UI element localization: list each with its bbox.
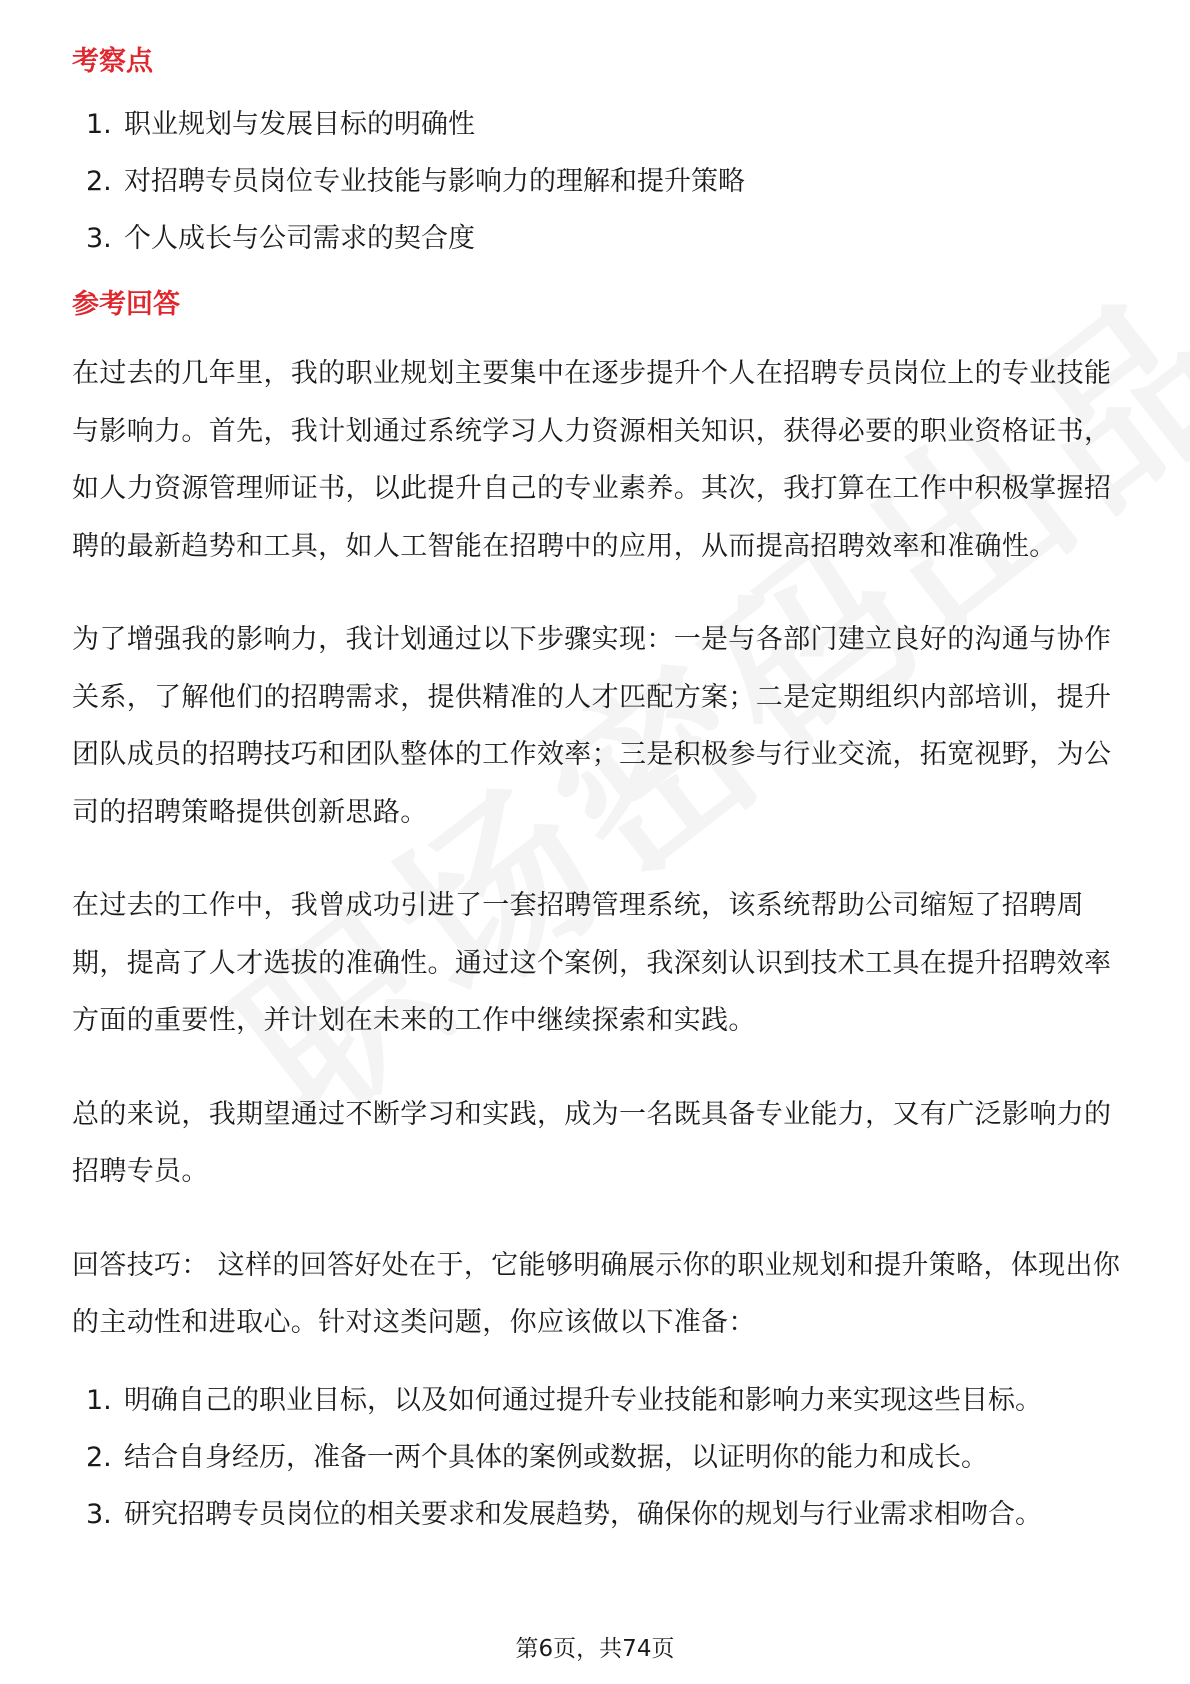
list-item (72, 153, 1122, 210)
list-number: 3. (86, 1498, 112, 1530)
section-title-reference-answer: 参考回答 (72, 289, 180, 320)
list-item-text: 对招聘专员岗位专业技能与影响力的理解和提升策略 (124, 166, 745, 197)
section-title-examination-points: 考察点 (72, 46, 153, 77)
document-body (72, 40, 1122, 1543)
examination-points-list (72, 96, 1122, 267)
list-number: 3. (86, 223, 112, 254)
answer-paragraph: 总的来说，我期望通过不断学习和实践，成为一名既具备专业能力，又有广泛影响力的招聘专员。 (72, 1098, 1112, 1187)
answer-paragraph: 为了增强我的影响力，我计划通过以下步骤实现：一是与各部门建立良好的沟通与协作关系，了解他们的招聘需求，提供精准的人才匹配方案；二是定期组织内部培训，提升团队成员的招聘技巧和团队整体的工作效率；三是积极参与行业交流，拓宽视野，为公司的招聘策略提供创新思路。 (72, 624, 1112, 828)
list-item-text: 结合自身经历，准备一两个具体的案例或数据，以证明你的能力和成长。 (124, 1441, 988, 1473)
answer-paragraph: 在过去的几年里，我的职业规划主要集中在逐步提升个人在招聘专员岗位上的专业技能与影响力。首先，我计划通过系统学习人力资源相关知识，获得必要的职业资格证书，如人力资源管理师证书，以此提升自己的专业素养。其次，我打算在工作中积极掌握招聘的最新趋势和工具，如人工智能在招聘中的应用，从而提高招聘效率和准确性。 (72, 358, 1112, 562)
list-number: 2. (86, 166, 112, 197)
list-item-text: 个人成长与公司需求的契合度 (124, 223, 475, 254)
list-item (72, 1372, 1122, 1429)
page-number: 第6页，共74页 (515, 1636, 675, 1662)
list-item-text: 研究招聘专员岗位的相关要求和发展趋势，确保你的规划与行业需求相吻合。 (124, 1498, 1042, 1530)
list-item (72, 96, 1122, 153)
list-item (72, 1429, 1122, 1486)
list-item-text: 明确自己的职业目标，以及如何通过提升专业技能和影响力来实现这些目标。 (124, 1384, 1042, 1416)
list-item-text: 职业规划与发展目标的明确性 (124, 109, 475, 140)
answer-paragraph: 在过去的工作中，我曾成功引进了一套招聘管理系统，该系统帮助公司缩短了招聘周期，提高了人才选拔的准确性。通过这个案例，我深刻认识到技术工具在提升招聘效率方面的重要性，并计划在未来的工作中继续探索和实践。 (72, 890, 1112, 1036)
preparation-tips-list (72, 1372, 1122, 1543)
list-item (72, 210, 1122, 267)
list-number: 1. (86, 109, 112, 140)
list-number: 2. (86, 1441, 112, 1473)
list-number: 1. (86, 1384, 112, 1416)
list-item (72, 1486, 1122, 1543)
answer-tips-paragraph: 回答技巧： 这样的回答好处在于，它能够明确展示你的职业规划和提升策略，体现出你的主动性和进取心。针对这类问题，你应该做以下准备： (72, 1249, 1121, 1338)
